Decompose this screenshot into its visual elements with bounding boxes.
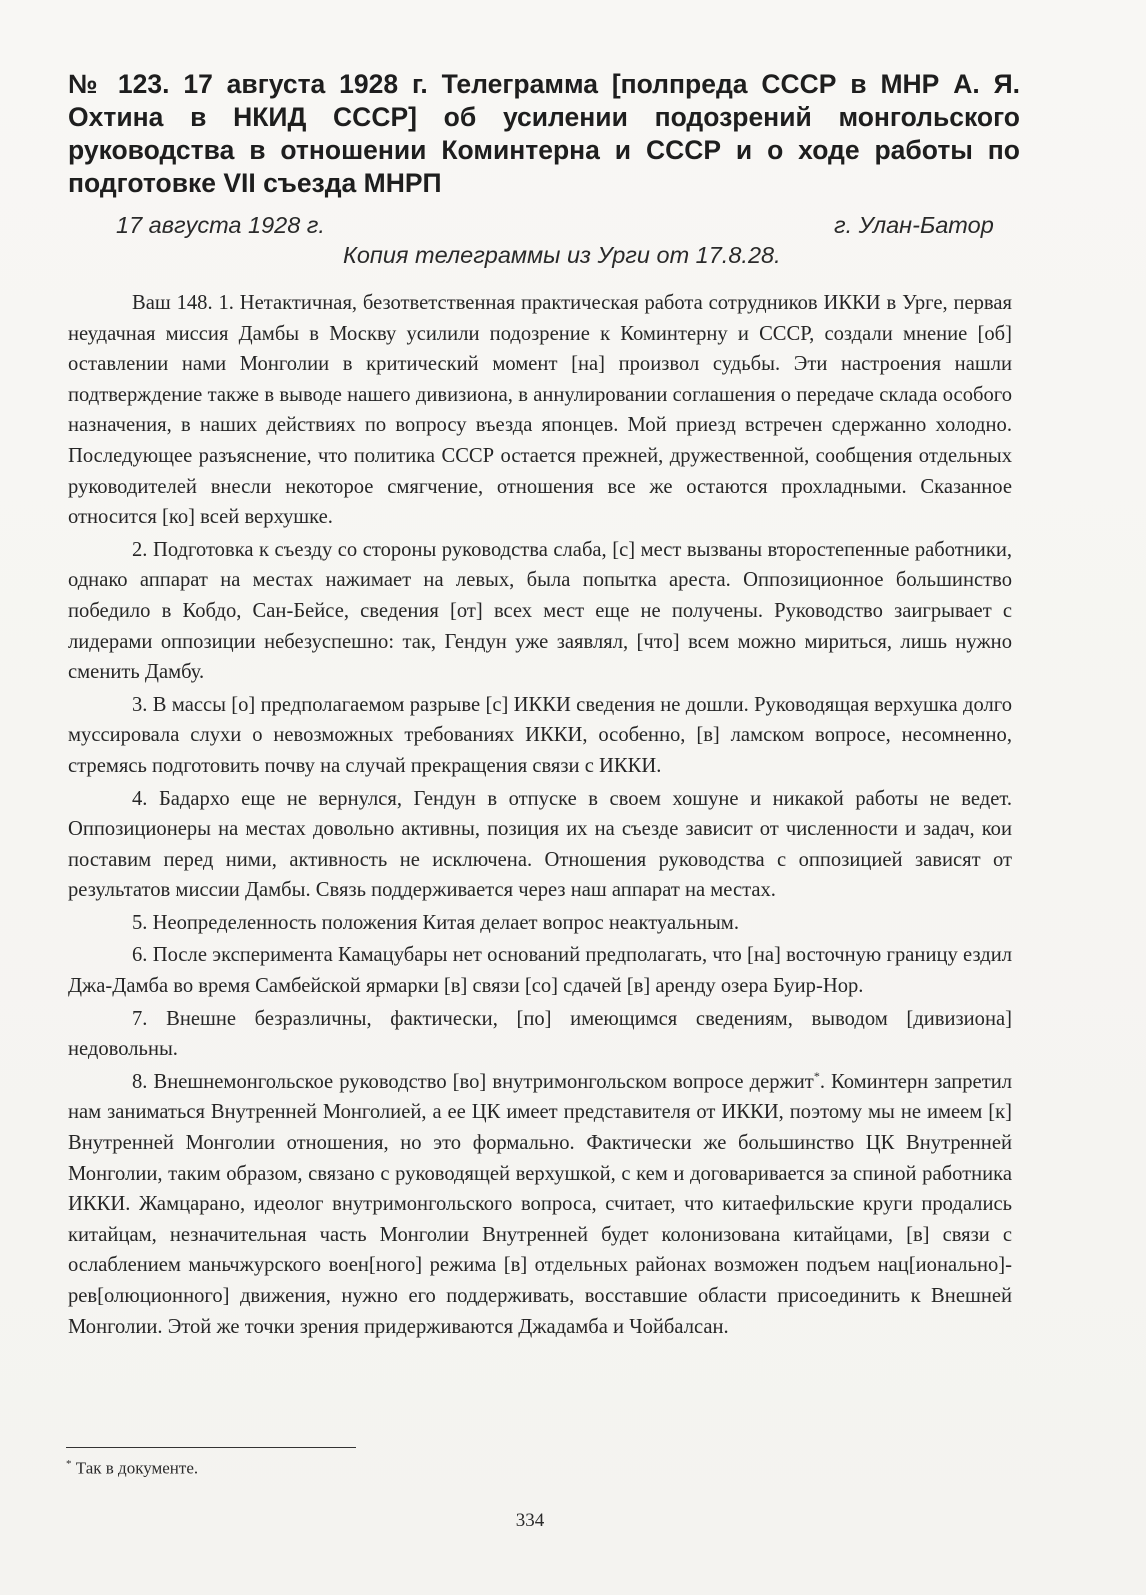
paragraph-1: Ваш 148. 1. Нетактичная, безответственная практическая работа сотрудников ИККИ в Урге, первая неудачная миссия Дамбы в Москву усилили подозрение к Коминтерну и СССР, создали мнение [об] оставлении нами Монголии в критический момент [на] произвол судьбы. Эти настроения нашли подтверждение также в выводе нашего дивизиона, в аннулировании соглашения о передаче склада особого назначения, в наших действиях по вопросу въезда японцев. Мой приезд встречен сдержанно холодно. Последующее разъяснение, что политика СССР остается прежней, дружественной, сообщения отдельных руководителей внесли некоторое смягчение, отношения все же остаются прохладными. Сказанное относится [ко] всей верхушке. bbox=[68, 292, 1012, 529]
footnote-text: Так в документе. bbox=[75, 1458, 199, 1478]
paragraph-6: 6. После эксперимента Камацубары нет оснований предполагать, что [на] восточную границу ездил Джа-Дамба во время Самбейской ярмарки [в] связи [со] сдачей [в] аренду озера Буир-Нор. bbox=[68, 944, 1012, 998]
document-title: № 123. 17 августа 1928 г. Телеграмма [полпреда СССР в МНР А. Я. Охтина в НКИД СССР] об усилении подозрений монгольского руководства в отношении Коминтерна и СССР и о ходе работы по подготовке VII съезда МНРП bbox=[68, 69, 1020, 198]
paragraph-4: 4. Бадархо еще не вернулся, Гендун в отпуске в своем хошуне и никакой работы не ведет. Оппозиционеры на местах довольно активны, позиция их на съезде зависит от численности и задач, кои поставим перед ними, активность не исключена. Отношения руководства с оппозицией зависят от результатов миссии Дамбы. Связь поддерживается через наш аппарат на местах. bbox=[68, 787, 1012, 902]
footnote bbox=[66, 1458, 198, 1479]
paragraph-7: 7. Внешне безразличны, фактически, [по] имеющимся сведениям, выводом [дивизиона] недовольны. bbox=[68, 1007, 1012, 1061]
paragraph-5: 5. Неопределенность положения Китая делает вопрос неактуальным. bbox=[132, 911, 739, 934]
paragraph-8 bbox=[68, 1067, 1012, 1342]
document-subtitle: Копия телеграммы из Урги от 17.8.28. bbox=[343, 242, 781, 268]
document-body bbox=[68, 288, 1012, 1344]
paragraph-3: 3. В массы [о] предполагаемом разрыве [с] ИККИ сведения не дошли. Руководящая верхушка долго муссировала слухи о невозможных требованиях ИККИ, особенно, [в] ламском вопросе, несомненно, стремясь подготовить почву на случай прекращения связи с ИККИ. bbox=[68, 693, 1012, 777]
footnote-mark: * bbox=[66, 1458, 72, 1470]
document-date: 17 августа 1928 г. bbox=[116, 212, 325, 238]
footnote-reference: * bbox=[813, 1068, 820, 1083]
paragraph-8-start: 8. Внешнемонгольское руководство [во] внутримонгольском вопросе держит bbox=[132, 1070, 814, 1093]
document-place: г. Улан-Батор bbox=[834, 212, 994, 238]
footnote-divider bbox=[66, 1447, 356, 1448]
paragraph-2: 2. Подготовка к съезду со стороны руководства слаба, [с] мест вызваны второстепенные работники, однако аппарат на местах нажимает на левых, была попытка ареста. Оппозиционное большинство победило в Кобдо, Сан-Бейсе, сведения [от] всех мест еще не получены. Руководство заигрывает с лидерами оппозиции небезуспешно: так, Гендун уже заявлял, [что] всем можно мириться, лишь нужно сменить Дамбу. bbox=[68, 538, 1012, 684]
paragraph-8-end: . Коминтерн запретил нам заниматься Внутренней Монголией, а ее ЦК имеет представителя от ИККИ, поэтому мы не имеем [к] Внутренней Монголии отношения, но это формально. Фактически же большинство ЦК Внутренней Монголии, таким образом, связано с руководящей верхушкой, с кем и договаривается за спиной работника ИККИ. Жамцарано, идеолог внутримонгольского вопроса, считает, что китаефильские круги продались китайцам, незначительная часть Монголии Внутренней будет колонизована китайцами, [в] связи с ослаблением маньчжурского воен[ного] режима [в] отдельных районах возможен подъем нац[ионально]-рев[олюционного] движения, нужно его поддерживать, восставшие области присоединить к Внешней Монголии. Этой же точки зрения придерживаются Джадамба и Чойбалсан. bbox=[68, 1070, 1012, 1338]
page-number: 334 bbox=[515, 1510, 545, 1531]
